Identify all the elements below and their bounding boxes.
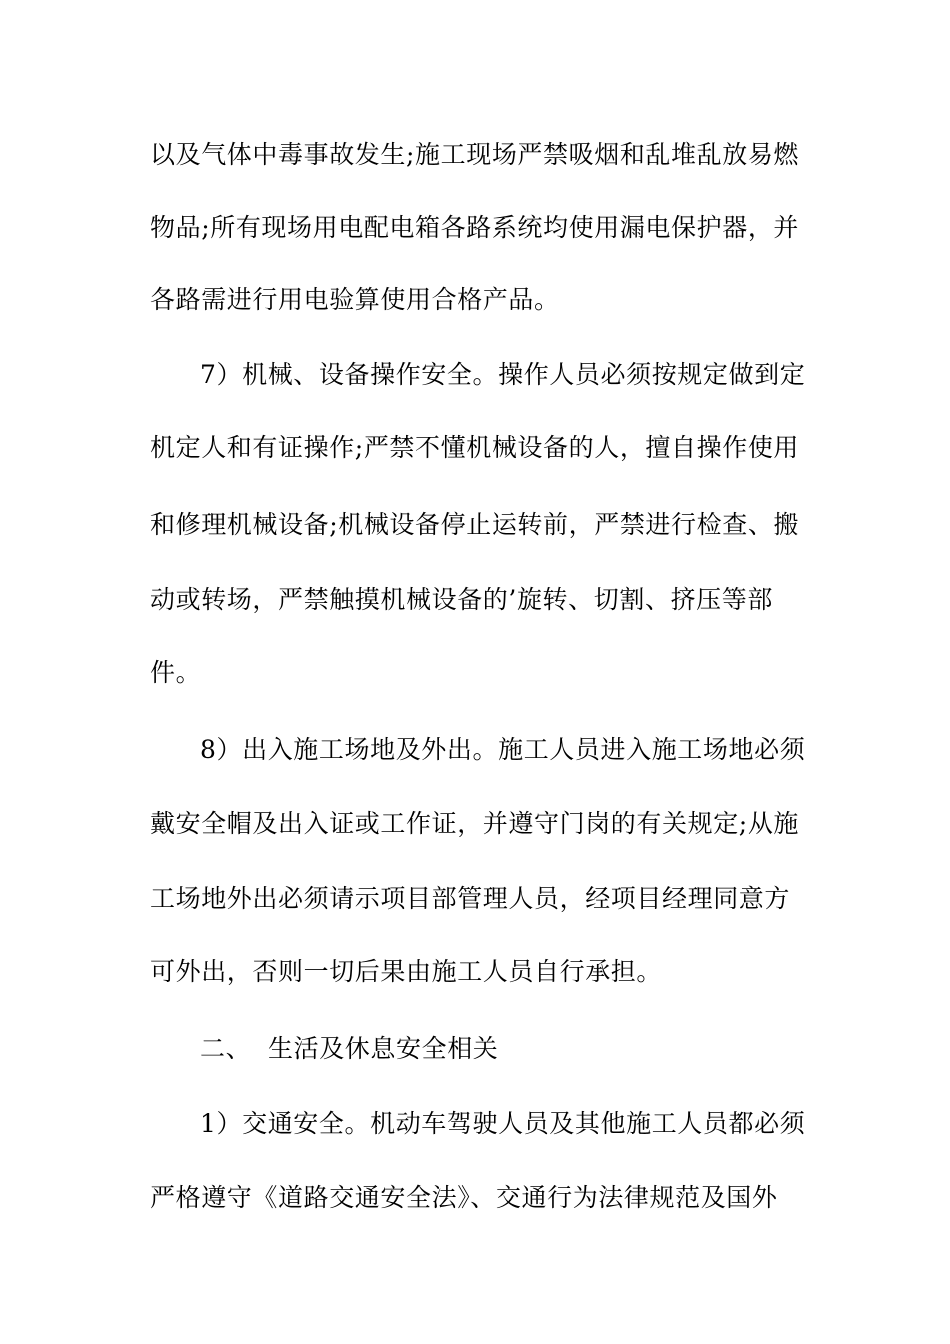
paragraph-line: 7）机械、设备操作安全。操作人员必须按规定做到定 [200,360,806,389]
paragraph-line: 机定人和有证操作;严禁不懂机械设备的人，擅自操作使用 [150,433,800,462]
paragraph-line: 可外出，否则一切后果由施工人员自行承担。 [150,957,663,986]
paragraph-line: 严格遵守《道路交通安全法》、交通行为法律规范及国外 [150,1183,778,1212]
paragraph-line: 各路需进行用电验算使用合格产品。 [150,285,560,314]
paragraph-line: 动或转场，严禁触摸机械设备的’旋转、切割、挤压等部 [150,585,773,614]
section-heading-title: 生活及休息安全相关 [268,1034,499,1063]
paragraph-line: 1）交通安全。机动车驾驶人员及其他施工人员都必须 [200,1109,806,1138]
section-heading-number: 二、 [200,1034,252,1063]
paragraph-line: 戴安全帽及出入证或工作证，并遵守门岗的有关规定;从施 [150,809,800,838]
paragraph-line: 8）出入施工场地及外出。施工人员进入施工场地必须 [200,735,806,764]
paragraph-line: 以及气体中毒事故发生;施工现场严禁吸烟和乱堆乱放易燃 [150,140,800,169]
paragraph-line: 件。 [150,658,202,687]
paragraph-line: 工场地外出必须请示项目部管理人员，经项目经理同意方 [150,884,791,913]
paragraph-line: 和修理机械设备;机械设备停止运转前，严禁进行检查、搬 [150,510,800,539]
paragraph-line: 物品;所有现场用电配电箱各路系统均使用漏电保护器，并 [150,213,800,242]
